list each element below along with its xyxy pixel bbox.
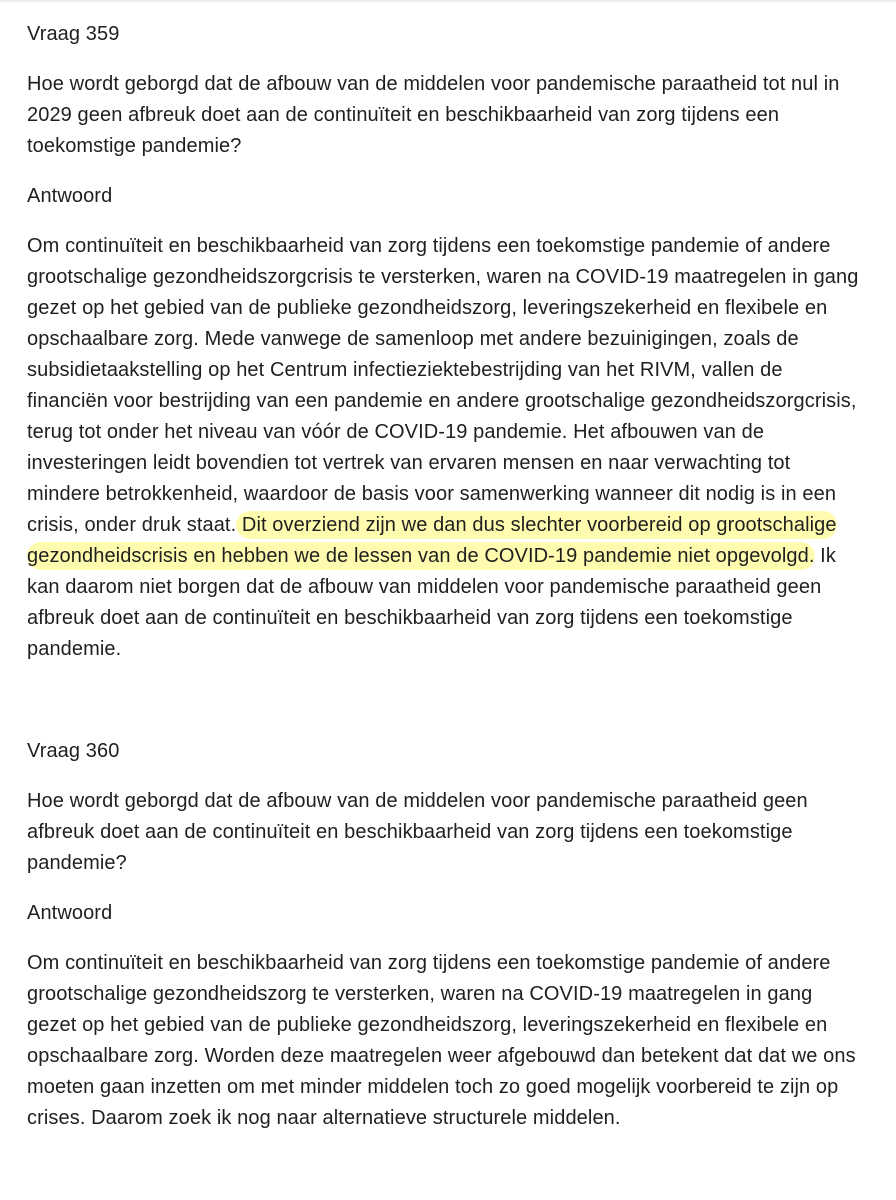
answer-text: Om continuïteit en beschikbaarheid van zorg tijdens een toekomstige pandemie of andere grootschalige gezondheidszorg te versterken, waren na COVID-19 maatregelen in gang gezet op het gebied van de publieke gezondheidszorg, leveringszekerheid en flexibele en opschaalbare zorg. Worden deze maatregelen weer afgebouwd dan betekent dat dat we ons moeten gaan inzetten om met minder middelen toch zo goed mogelijk voorbereid te zijn op crises. Daarom zoek ik nog naar alternatieve structurele middelen. [27,952,856,1129]
answer-text [27,231,867,665]
document-body [27,19,867,1153]
answer-text-plain: Om continuïteit en beschikbaarheid van zorg tijdens een toekomstige pandemie of andere grootschalige gezondheidszorgcrisis te versterken, waren na COVID-19 maatregelen in gang gezet op het gebied van de publieke gezondheidszorg, leveringszekerheid en flexibele en opschaalbare zorg. Mede vanwege de samenloop met andere bezuinigingen, zoals de subsidietaakstelling op het Centrum infectieziektebestrijding van het RIVM, vallen de financiën voor bestrijding van een pandemie en andere grootschalige gezondheidszorgcrisis, terug tot onder het niveau van vóór de COVID-19 pandemie. Het afbouwen van de investeringen leidt bovendien tot vertrek van ervaren mensen en naar verwachting tot mindere betrokkenheid, waardoor de basis voor samenwerking wanneer dit nodig is in een crisis, onder druk staat. [27,235,859,536]
highlighted-text: Dit overziend zijn we dan dus slechter voorbereid op grootschalige gezondheidscrisis en hebben we de lessen van de COVID-19 pandemie niet opgevolgd. [27,511,837,570]
section-spacer [27,684,867,736]
section-vraag-360 [27,736,867,1134]
antwoord-label: Antwoord [27,185,113,207]
vraag-label: Vraag 359 [27,23,120,45]
section-vraag-359 [27,19,867,665]
page-top-edge [0,0,896,3]
answer-text-plain-after: Ik kan daarom niet borgen dat de afbouw van middelen voor pandemische paraatheid geen afbreuk doet aan de continuïteit en beschikbaarheid van zorg tijdens een toekomstige pandemie. [27,545,836,660]
question-text: Hoe wordt geborgd dat de afbouw van de middelen voor pandemische paraatheid geen afbreuk doet aan de continuïteit en beschikbaarheid van zorg tijdens een toekomstige pandemie? [27,790,808,874]
vraag-label: Vraag 360 [27,740,120,762]
question-text: Hoe wordt geborgd dat de afbouw van de middelen voor pandemische paraatheid tot nul in 2029 geen afbreuk doet aan de continuïteit en beschikbaarheid van zorg tijdens een toekomstige pandemie? [27,73,840,157]
antwoord-label: Antwoord [27,902,113,924]
